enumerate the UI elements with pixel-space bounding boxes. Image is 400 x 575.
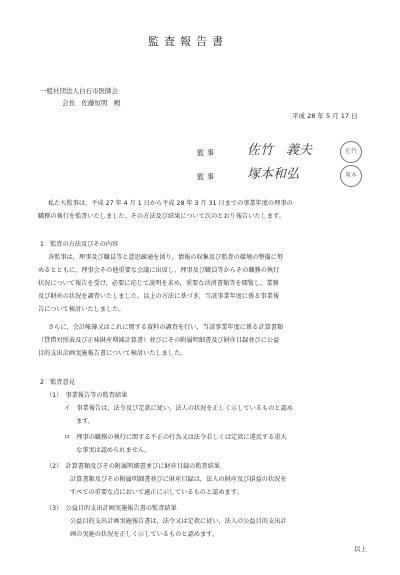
subheading: （2） 計算書類及びその附属明細書並びに財産目録の監査結果 (46, 463, 221, 470)
body-line: （貸借対照表及び正味財産増減計算書）並びにその附属明細書及び財産目録並びに公益 (38, 337, 280, 344)
addressee-organization: 一般社団法人白石市医師会 (40, 87, 118, 95)
auditor-role-2: 監事 (197, 173, 217, 181)
body-line: さらに，会計帳簿又はこれに関する資料の調査を行い，当該事業年度に係る計算書類 (48, 324, 284, 331)
body-line: 状況について報告を受け，必要に応じて説明を求め，重要な決済書類等を閲覧し，業務 (38, 280, 279, 287)
auditor-signature-1: 佐竹 義夫 (247, 143, 313, 158)
body-line: な事実は認められません。 (76, 447, 151, 454)
auditor-signature-2: 塚本和弘 (247, 167, 300, 182)
body-line: めるとともに，理事会その他重要な会議に出席し，理事及び職員等からその職務の執行 (38, 267, 280, 274)
body-line: 画の実施の状況を正しく示しているものと認めます。 (70, 531, 219, 538)
section-1-body (38, 254, 378, 365)
addressee-name: 会長 佐藤恒明 殿 (62, 99, 121, 107)
section-1-heading: 1 監査の方法及びその内容 (40, 241, 119, 248)
page-title: 監査報告書 (148, 35, 228, 48)
document-date: 平成 28 年 5 月 17 日 (292, 112, 358, 120)
subheading: （3） 公益目的支出計画実施報告書の監査結果 (46, 505, 177, 512)
auditor-seal-1: 佐竹 (340, 141, 362, 163)
body-line: 計算書類及びその附属明細書並びに財産目録は，法人の財産及び損益の状況を (70, 476, 287, 483)
body-line: 公益目的支出計画実施報告書は，法令又は定款に従い，法人の公益目的支出計 (70, 518, 287, 525)
intro-line: 私たち監事は，平成 27 年 4 月 1 日から平成 28 年 3 月 31 日までの事業年度の理事の (48, 200, 293, 207)
section-2-heading: 2 監査意見 (40, 379, 75, 386)
subheading: （1） 事業報告等の監査結果 (46, 392, 128, 399)
body-line: ます。 (76, 418, 95, 425)
body-line: 告について検討いたしました。 (38, 306, 125, 313)
section-2-body (40, 393, 380, 553)
body-line: 目的支出計画実施報告書について検討いたしました。 (38, 350, 187, 357)
body-line: イ 事業報告は，法令及び定款に従い，法人の状況を正しく示しているものと認め (64, 405, 293, 412)
intro-paragraph (38, 200, 368, 223)
auditor-seal-2: 塚本 (340, 165, 362, 187)
body-line: 各監事は，理事及び職員等と意思疎通を図り，情報の収集及び監査の環境の整備に努 (48, 254, 284, 261)
body-line: すべての重要な点において適正に示しているものと認めます。 (70, 489, 243, 496)
auditor-role-1: 監事 (197, 149, 217, 157)
closing-mark: 以上 (354, 545, 367, 553)
body-line: 及び財産の状況を調査いたしました。以上の方法に基づき，当該事業年度に係る事業報 (38, 293, 280, 300)
body-line: ロ 理事の職務の執行に関する不正の行為又は法令若しくは定款に違反する重大 (64, 434, 287, 441)
intro-line: 職務の執行を監査いたしました。その方法及び結果について次のとおり報告いたします。 (38, 213, 285, 220)
